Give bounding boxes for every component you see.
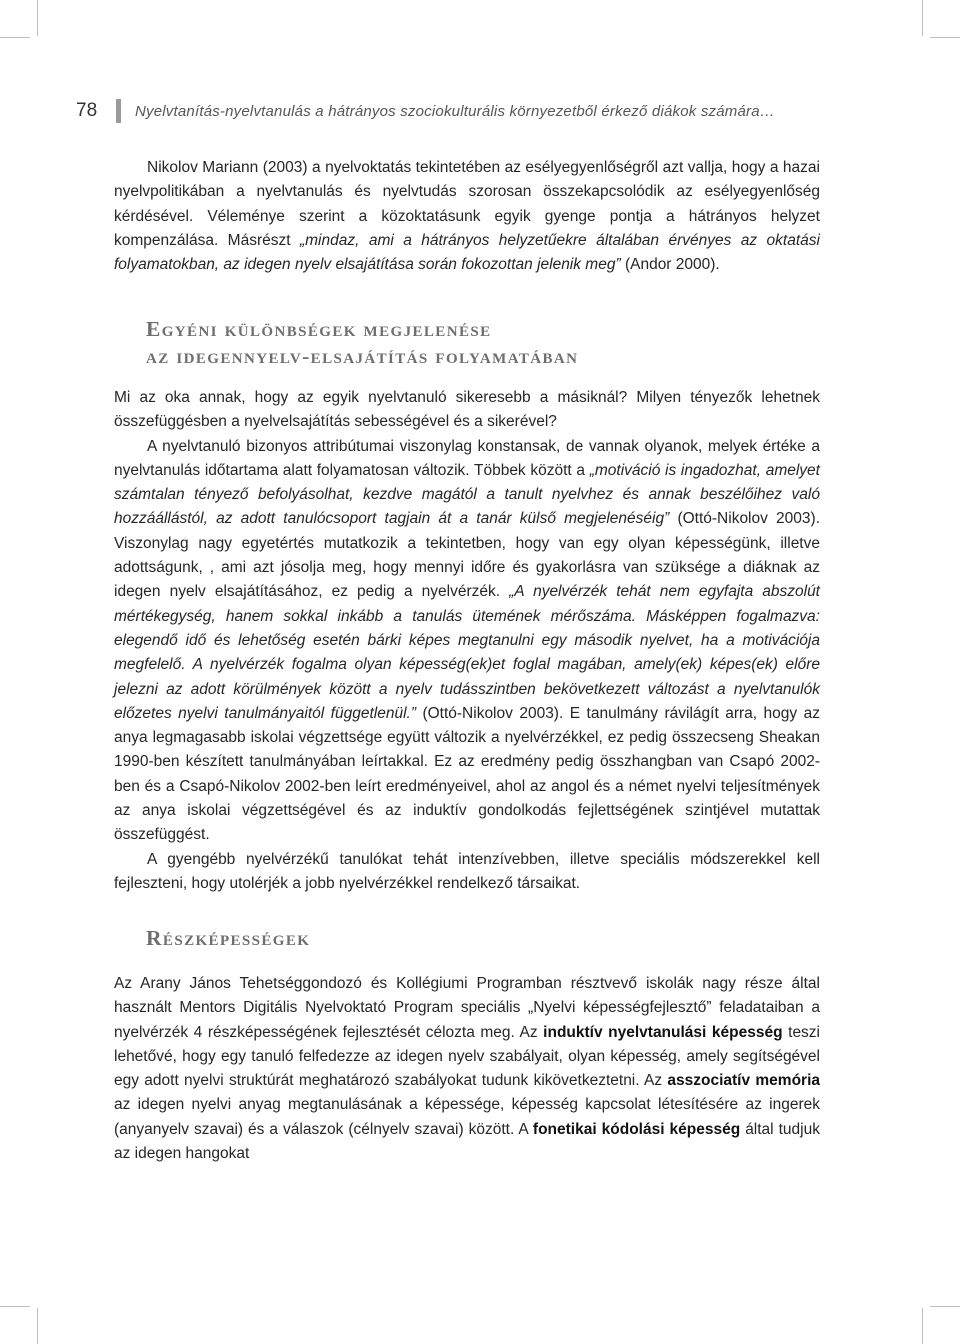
crop-mark-tr-h [930,37,960,38]
section-heading-reszkepessegek: Részképességek [146,926,311,950]
crop-mark-bl-v [37,1308,38,1344]
crop-mark-br-h [930,1306,960,1307]
quote-motivacio: „motiváció is ingadozhat, amelyet számtalan tényező befolyásolhat, kezdve magától a tanult nyelvhez és annak beszélőihez való hozzáállástól, az adott tanulócsoport tagjain át a tanár külső megjelenéséig” [114,461,820,528]
crop-mark-tl-v [37,0,38,36]
text-run: az idegen nyelvi anyag megtanulásának a képessége, képesség kapcsolat létesítésére az ingerek (anyanyelv szavai) és a válaszok (célnyelv szavai) között. A [114,1096,820,1138]
paragraph-attributes [114,435,820,848]
crop-mark-br-v [922,1308,923,1344]
text-run: teszi lehetővé, hogy egy tanuló felfedezze az idegen nyelv szabályait, olyan képesség, amely segítségével egy adott nyelvi struktúrát meghatározó szabályokat tudunk kikövetkeztetni. Az [114,1023,821,1090]
crop-mark-tl-h [0,37,30,38]
crop-mark-tr-v [922,0,923,36]
term-induktiv: induktív nyelvtanulási képesség [543,1023,783,1041]
paragraph-nikolov [114,156,820,277]
page-number: 78 [76,100,98,121]
running-head: Nyelvtanítás-nyelvtanulás a hátrányos szociokulturális környezetből érkező diákok számára… [135,102,775,120]
term-fonetikai: fonetikai kódolási képesség [532,1120,741,1138]
intro-block [114,156,820,277]
page-header [76,96,775,126]
header-divider [116,99,121,123]
paragraph-questions: Mi az oka annak, hogy az egyik nyelvtanuló sikeresebb a másiknál? Milyen tényezők lehetnek összefüggésben a nyelvelsajátítás sebességével és a sikerével? [114,389,820,431]
heading-line-1: Egyéni különbségek megjelenése [146,317,492,341]
paragraph-mentors [114,972,820,1166]
paragraph-gyengebb: A gyengébb nyelvérzékű tanulókat tehát intenzívebben, illetve speciális módszerekkel kell fejleszteni, hogy utolérjék a jobb nyelvérzékkel rendelkező társaikat. [114,850,820,892]
text-run: A nyelvtanuló bizonyos attribútumai viszonylag konstansak, de vannak olyanok, melyek értéke a nyelvtanulás időtartama alatt folyamatosan változik. Többek között a [114,437,820,479]
quote-nyelverzek: „A nyelvérzék tehát nem egyfajta abszolút mértékegység, hanem sokkal inkább a tanulás ütemének mérőszáma. Másképpen fogalmazva: elegendő idő és lehetőség esetén bárki képes megtanulni egy második nyelvet, ha a motivációja megfelelő. A nyelvérzék fogalma olyan képesség(ek)et foglal magában, amely(ek) képes(ek) előre jelezni az adott körülmények között a nyelv tudásszintben bekövetkezett változást a nyelvtanulók előzetes nyelvi tanulmányaitól függetlenül.” [114,583,820,722]
heading-line-2: az idegennyelv-elsajátítás folyamatában [146,344,579,368]
text-run: Az Arany János Tehetséggondozó és Kollégiumi Programban résztvevő iskolák nagy része által használt Mentors Digitális Nyelvoktató Program speciális „Nyelvi képességfejlesztő” feladataiban a nyelvérzék 4 részképességének fejlesztését célozta meg. Az [114,975,820,1041]
text-run: (Ottó-Nikolov 2003). Viszonylag nagy egyetértés mutatkozik a tekintetben, hogy van egy olyan képességünk, illetve adottságunk, , ami azt jósolja meg, hogy mennyi időre és gyakorlásra van szüksége a diáknak az idegen nyelv elsajátításához, ez pedig a nyelvérzék. [114,510,821,601]
term-asszociativ: asszociatív memória [667,1072,820,1090]
crop-mark-bl-h [0,1306,30,1307]
section-egyeni-body [114,386,820,896]
text-run: (Andor 2000). [620,256,720,274]
section-heading-egyeni [146,316,578,370]
text-run: (Ottó-Nikolov 2003). E tanulmány rávilágít arra, hogy az anya legmagasabb iskolai végzettsége együtt változik a nyelvérzékkel, ez pedig összecseng Sheakan 1990-ben készített tanulmányában leírtakkal. Ez az eredmény pedig összhangban van Csapó 2002-ben és a Csapó-Nikolov 2002-ben leírt eredményeivel, ahol az angol és a német nyelvi teljesítmények az anya iskolai végzettségével és az induktív gondolkodás fejlettségének szintjével mutattak összefüggést. [114,704,820,844]
text-run: által tudjuk az idegen hangokat [114,1120,820,1163]
section-reszkepessegek-body [114,972,820,1166]
text-run: Nikolov Mariann (2003) a nyelvoktatás tekintetében az esélyegyenlőségről azt vallja, hogy a hazai nyelvpolitikában a nyelvtanulás és nyelvtudás szorosan összekapcsolódik az esélyegyenlőség kérdésével. Véleménye szerint a közoktatásunk egyik gyenge pontja a hátrányos helyzet kompenzálása. Másrészt [114,159,820,249]
quote-andor: „mindaz, ami a hátrányos helyzetűekre általában érvényes az oktatási folyamatokban, az idegen nyelv elsajátítása során fokozottan jelenik meg” [114,231,820,274]
